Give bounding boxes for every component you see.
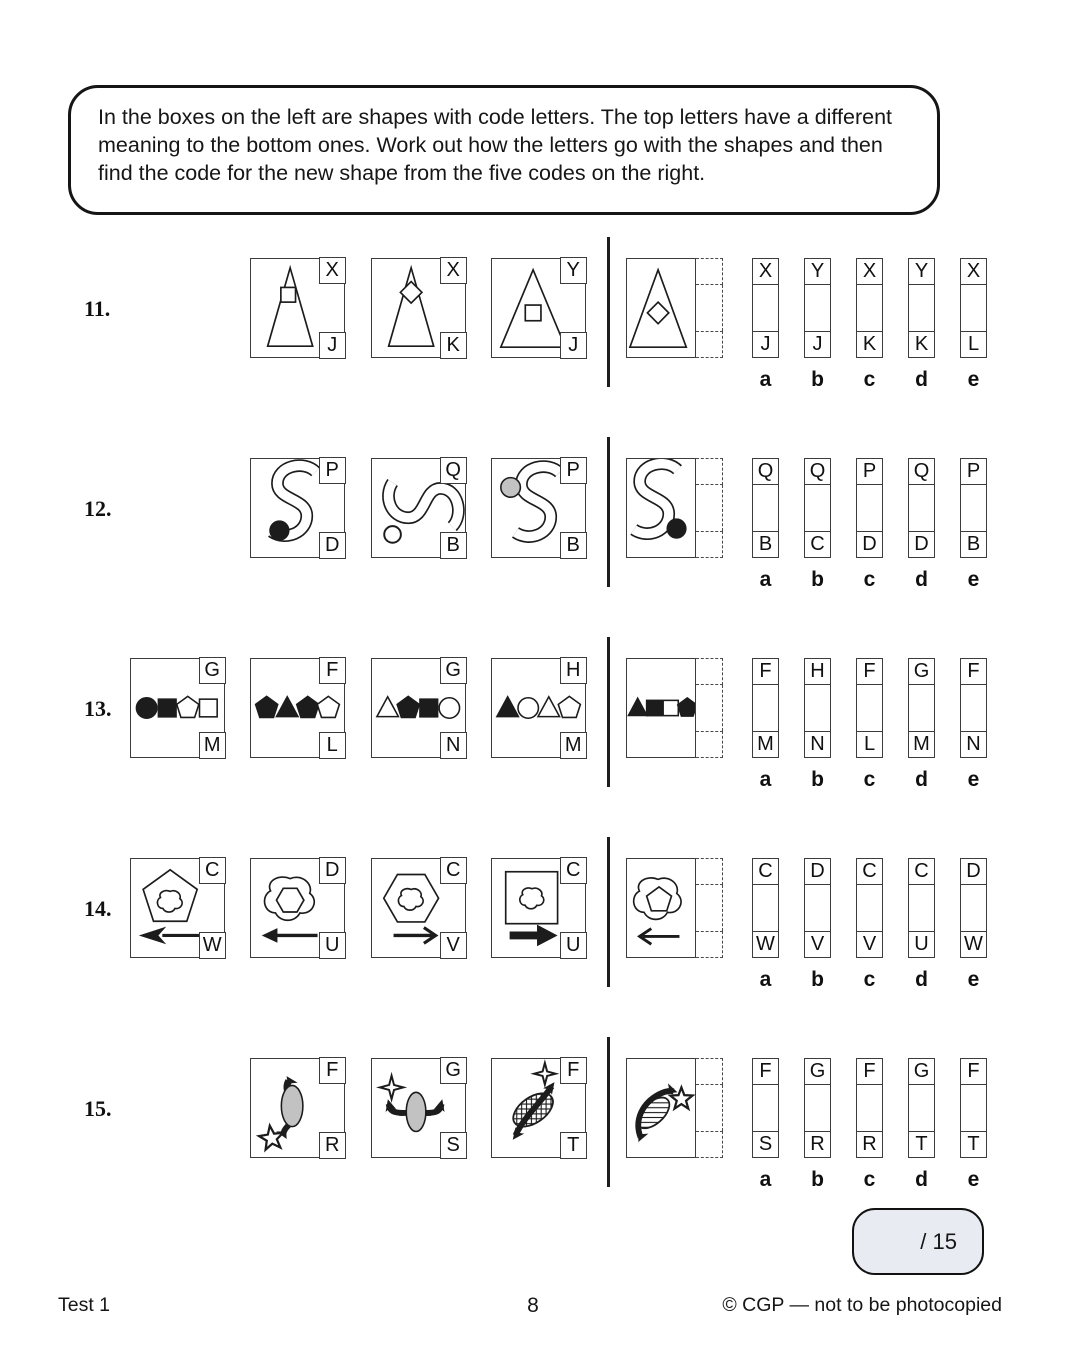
option-letter-top: P — [856, 458, 883, 485]
example-box — [130, 858, 225, 958]
option-letter-top: C — [752, 858, 779, 885]
option-label-b: b — [811, 568, 824, 591]
example-box — [130, 658, 225, 758]
option-letter-bottom: T — [908, 1131, 935, 1158]
code-letter-bottom: M — [560, 732, 587, 759]
option-label-c: c — [863, 368, 876, 391]
code-letter-bottom: U — [560, 932, 587, 959]
option-letter-bottom: J — [804, 331, 831, 358]
option-label-c: c — [863, 768, 876, 791]
blob-pentagon-arrow-left-open-shape — [627, 859, 695, 957]
option-letter-top: X — [752, 258, 779, 285]
code-letter-bottom: T — [560, 1132, 587, 1159]
divider-line — [607, 1037, 610, 1187]
question-number: 15. — [84, 1096, 112, 1121]
divider-line — [607, 837, 610, 987]
question-number: 11. — [84, 296, 111, 321]
code-letter-bottom: K — [440, 332, 467, 359]
example-box — [250, 858, 345, 958]
example-box — [491, 258, 586, 358]
option-letter-bottom: U — [908, 931, 935, 958]
example-box — [371, 1058, 466, 1158]
option-label-a: a — [759, 768, 772, 791]
divider-line — [607, 637, 610, 787]
option-label-e: e — [967, 768, 980, 791]
option-letter-bottom: W — [960, 931, 987, 958]
divider-line — [607, 437, 610, 587]
option-letter-bottom: J — [752, 331, 779, 358]
answer-slot-spacer — [696, 885, 723, 931]
option-letter-top: Q — [908, 458, 935, 485]
option-letter-bottom: K — [856, 331, 883, 358]
answer-slot-column — [696, 658, 723, 758]
test-shape-main — [626, 658, 696, 758]
option-spacer — [856, 285, 883, 331]
page-footer — [0, 1294, 1066, 1324]
option-column-e[interactable] — [960, 458, 987, 558]
option-spacer — [804, 485, 831, 531]
question-number: 14. — [84, 896, 112, 921]
example-box — [371, 858, 466, 958]
option-label-c: c — [863, 1168, 876, 1191]
option-letter-top: F — [856, 658, 883, 685]
option-column-e[interactable] — [960, 858, 987, 958]
option-letter-bottom: V — [856, 931, 883, 958]
answer-slot-column — [696, 858, 723, 958]
option-letter-bottom: R — [804, 1131, 831, 1158]
option-column-e[interactable] — [960, 258, 987, 358]
option-letter-top: Y — [804, 258, 831, 285]
option-label-e: e — [967, 1168, 980, 1191]
option-spacer — [856, 685, 883, 731]
option-letter-bottom: K — [908, 331, 935, 358]
option-spacer — [804, 885, 831, 931]
code-letter-top: G — [199, 657, 226, 684]
option-letter-top: H — [804, 658, 831, 685]
test-shape-box — [626, 258, 723, 358]
option-letter-top: X — [856, 258, 883, 285]
option-label-d: d — [915, 1168, 928, 1191]
option-letter-top: F — [752, 658, 779, 685]
example-box — [250, 658, 345, 758]
option-spacer — [752, 1085, 779, 1131]
option-label-c: c — [863, 568, 876, 591]
answer-slot-bottom — [696, 1131, 723, 1158]
option-label-e: e — [967, 568, 980, 591]
option-letter-top: D — [960, 858, 987, 885]
option-letter-bottom: L — [960, 331, 987, 358]
question-number: 12. — [84, 496, 112, 521]
answer-slot-bottom — [696, 331, 723, 358]
option-column-c[interactable] — [856, 258, 883, 358]
code-letter-bottom: M — [199, 732, 226, 759]
option-column-c[interactable] — [856, 458, 883, 558]
option-column-a[interactable] — [752, 858, 779, 958]
answer-slot-top — [696, 858, 723, 885]
option-label-d: d — [915, 368, 928, 391]
code-letter-bottom: S — [440, 1132, 467, 1159]
option-label-d: d — [915, 768, 928, 791]
answer-slot-bottom — [696, 731, 723, 758]
code-letter-top: C — [560, 857, 587, 884]
option-spacer — [908, 485, 935, 531]
option-column-d[interactable] — [908, 1058, 935, 1158]
code-letter-top: X — [440, 257, 467, 284]
answer-slot-column — [696, 458, 723, 558]
option-column-b[interactable] — [804, 658, 831, 758]
option-column-d[interactable] — [908, 658, 935, 758]
instruction-text: In the boxes on the left are shapes with code letters. The top letters have a different meaning to the bottom ones. Work out how the letters go with the shapes and then find the code for the new shape from the five codes on the right. — [98, 105, 892, 185]
option-letter-bottom: N — [960, 731, 987, 758]
footer-copyright: © CGP — not to be photocopied — [722, 1294, 1002, 1316]
code-letter-bottom: L — [319, 732, 346, 759]
code-letter-top: F — [319, 657, 346, 684]
option-letter-bottom: C — [804, 531, 831, 558]
option-letter-bottom: R — [856, 1131, 883, 1158]
option-column-b[interactable] — [804, 258, 831, 358]
question-row-11 — [0, 258, 1066, 423]
test-shape-box — [626, 858, 723, 958]
code-letter-bottom: D — [319, 532, 346, 559]
test-shape-box — [626, 658, 723, 758]
option-column-c[interactable] — [856, 858, 883, 958]
code-letter-top: Y — [560, 257, 587, 284]
option-column-d[interactable] — [908, 458, 935, 558]
option-letter-top: C — [908, 858, 935, 885]
curved-arrow-hatched-ellipse-star-right-shape — [627, 1059, 695, 1157]
option-spacer — [752, 685, 779, 731]
option-column-c[interactable] — [856, 658, 883, 758]
code-letter-bottom: U — [319, 932, 346, 959]
score-box — [852, 1208, 984, 1275]
code-letter-top: P — [560, 457, 587, 484]
answer-slot-spacer — [696, 485, 723, 531]
option-label-e: e — [967, 968, 980, 991]
option-column-b[interactable] — [804, 1058, 831, 1158]
code-letter-top: G — [440, 657, 467, 684]
example-box — [250, 458, 345, 558]
option-label-d: d — [915, 968, 928, 991]
option-letter-bottom: B — [960, 531, 987, 558]
option-letter-bottom: D — [908, 531, 935, 558]
test-shape-main — [626, 458, 696, 558]
option-letter-top: Y — [908, 258, 935, 285]
question-row-12 — [0, 458, 1066, 623]
option-letter-bottom: W — [752, 931, 779, 958]
answer-slot-top — [696, 1058, 723, 1085]
option-label-a: a — [759, 368, 772, 391]
code-letter-top: H — [560, 657, 587, 684]
question-number: 13. — [84, 696, 112, 721]
option-label-b: b — [811, 968, 824, 991]
option-spacer — [856, 1085, 883, 1131]
s-curve-filled-dot-bottom-right-shape — [627, 459, 695, 557]
code-letter-bottom: N — [440, 732, 467, 759]
option-label-e: e — [967, 368, 980, 391]
example-box — [491, 658, 586, 758]
code-letter-bottom: R — [319, 1132, 346, 1159]
row:triangle-filled,square-filled,square-open,pentagon-filled-shape — [627, 659, 695, 757]
option-letter-top: Q — [752, 458, 779, 485]
code-letter-top: X — [319, 257, 346, 284]
option-letter-top: Q — [804, 458, 831, 485]
option-letter-bottom: M — [752, 731, 779, 758]
example-box — [371, 258, 466, 358]
question-row-14 — [0, 858, 1066, 1023]
option-spacer — [856, 485, 883, 531]
option-label-c: c — [863, 968, 876, 991]
test-shape-box — [626, 1058, 723, 1158]
instruction-box — [68, 85, 940, 215]
code-letter-bottom: V — [440, 932, 467, 959]
code-letter-top: C — [440, 857, 467, 884]
code-letter-bottom: J — [560, 332, 587, 359]
option-spacer — [960, 285, 987, 331]
option-spacer — [752, 485, 779, 531]
option-column-b[interactable] — [804, 458, 831, 558]
option-letter-bottom: M — [908, 731, 935, 758]
option-spacer — [960, 485, 987, 531]
option-letter-top: G — [908, 1058, 935, 1085]
code-letter-bottom: B — [560, 532, 587, 559]
test-shape-main — [626, 858, 696, 958]
option-letter-top: P — [960, 458, 987, 485]
question-row-13 — [0, 658, 1066, 823]
test-shape-main — [626, 1058, 696, 1158]
triangle-wide-diamond-middle-shape — [627, 259, 695, 357]
example-box — [491, 458, 586, 558]
answer-slot-top — [696, 658, 723, 685]
divider-line — [607, 237, 610, 387]
score-label: / 15 — [920, 1228, 957, 1254]
answer-slot-column — [696, 1058, 723, 1158]
code-letter-top: D — [319, 857, 346, 884]
example-box — [250, 1058, 345, 1158]
answer-slot-column — [696, 258, 723, 358]
option-spacer — [960, 685, 987, 731]
option-column-c[interactable] — [856, 1058, 883, 1158]
code-letter-top: C — [199, 857, 226, 884]
code-letter-top: F — [560, 1057, 587, 1084]
option-spacer — [960, 885, 987, 931]
question-row-15 — [0, 1058, 1066, 1223]
option-column-d[interactable] — [908, 858, 935, 958]
option-label-b: b — [811, 768, 824, 791]
option-letter-bottom: N — [804, 731, 831, 758]
option-spacer — [752, 285, 779, 331]
example-box — [250, 258, 345, 358]
option-column-a[interactable] — [752, 1058, 779, 1158]
option-label-b: b — [811, 1168, 824, 1191]
option-column-e[interactable] — [960, 658, 987, 758]
option-column-d[interactable] — [908, 258, 935, 358]
option-label-d: d — [915, 568, 928, 591]
option-letter-bottom: V — [804, 931, 831, 958]
example-box — [491, 1058, 586, 1158]
option-spacer — [960, 1085, 987, 1131]
answer-slot-spacer — [696, 285, 723, 331]
answer-slot-spacer — [696, 685, 723, 731]
option-letter-top: G — [908, 658, 935, 685]
option-spacer — [752, 885, 779, 931]
option-letter-bottom: D — [856, 531, 883, 558]
option-column-b[interactable] — [804, 858, 831, 958]
option-letter-top: X — [960, 258, 987, 285]
option-letter-top: G — [804, 1058, 831, 1085]
option-letter-top: C — [856, 858, 883, 885]
option-letter-top: F — [960, 1058, 987, 1085]
example-box — [491, 858, 586, 958]
code-letter-bottom: B — [440, 532, 467, 559]
option-spacer — [908, 1085, 935, 1131]
code-letter-top: P — [319, 457, 346, 484]
option-letter-top: F — [752, 1058, 779, 1085]
answer-slot-bottom — [696, 531, 723, 558]
answer-slot-top — [696, 258, 723, 285]
test-shape-box — [626, 458, 723, 558]
option-column-e[interactable] — [960, 1058, 987, 1158]
option-letter-top: F — [960, 658, 987, 685]
option-spacer — [908, 685, 935, 731]
option-letter-top: F — [856, 1058, 883, 1085]
option-letter-bottom: B — [752, 531, 779, 558]
code-letter-top: Q — [440, 457, 467, 484]
option-spacer — [856, 885, 883, 931]
option-label-a: a — [759, 968, 772, 991]
option-spacer — [908, 885, 935, 931]
option-letter-bottom: T — [960, 1131, 987, 1158]
option-column-a[interactable] — [752, 458, 779, 558]
option-spacer — [804, 285, 831, 331]
page-number: 8 — [527, 1294, 539, 1317]
option-letter-top: D — [804, 858, 831, 885]
answer-slot-bottom — [696, 931, 723, 958]
code-letter-top: G — [440, 1057, 467, 1084]
footer-test-label: Test 1 — [58, 1294, 111, 1316]
option-column-a[interactable] — [752, 658, 779, 758]
answer-slot-top — [696, 458, 723, 485]
code-letter-bottom: W — [199, 932, 226, 959]
code-letter-bottom: J — [319, 332, 346, 359]
option-letter-bottom: S — [752, 1131, 779, 1158]
option-spacer — [804, 685, 831, 731]
code-letter-top: F — [319, 1057, 346, 1084]
option-spacer — [804, 1085, 831, 1131]
test-shape-main — [626, 258, 696, 358]
example-box — [371, 458, 466, 558]
option-spacer — [908, 285, 935, 331]
option-label-a: a — [759, 1168, 772, 1191]
example-box — [371, 658, 466, 758]
option-label-a: a — [759, 568, 772, 591]
option-label-b: b — [811, 368, 824, 391]
option-column-a[interactable] — [752, 258, 779, 358]
option-letter-bottom: L — [856, 731, 883, 758]
answer-slot-spacer — [696, 1085, 723, 1131]
